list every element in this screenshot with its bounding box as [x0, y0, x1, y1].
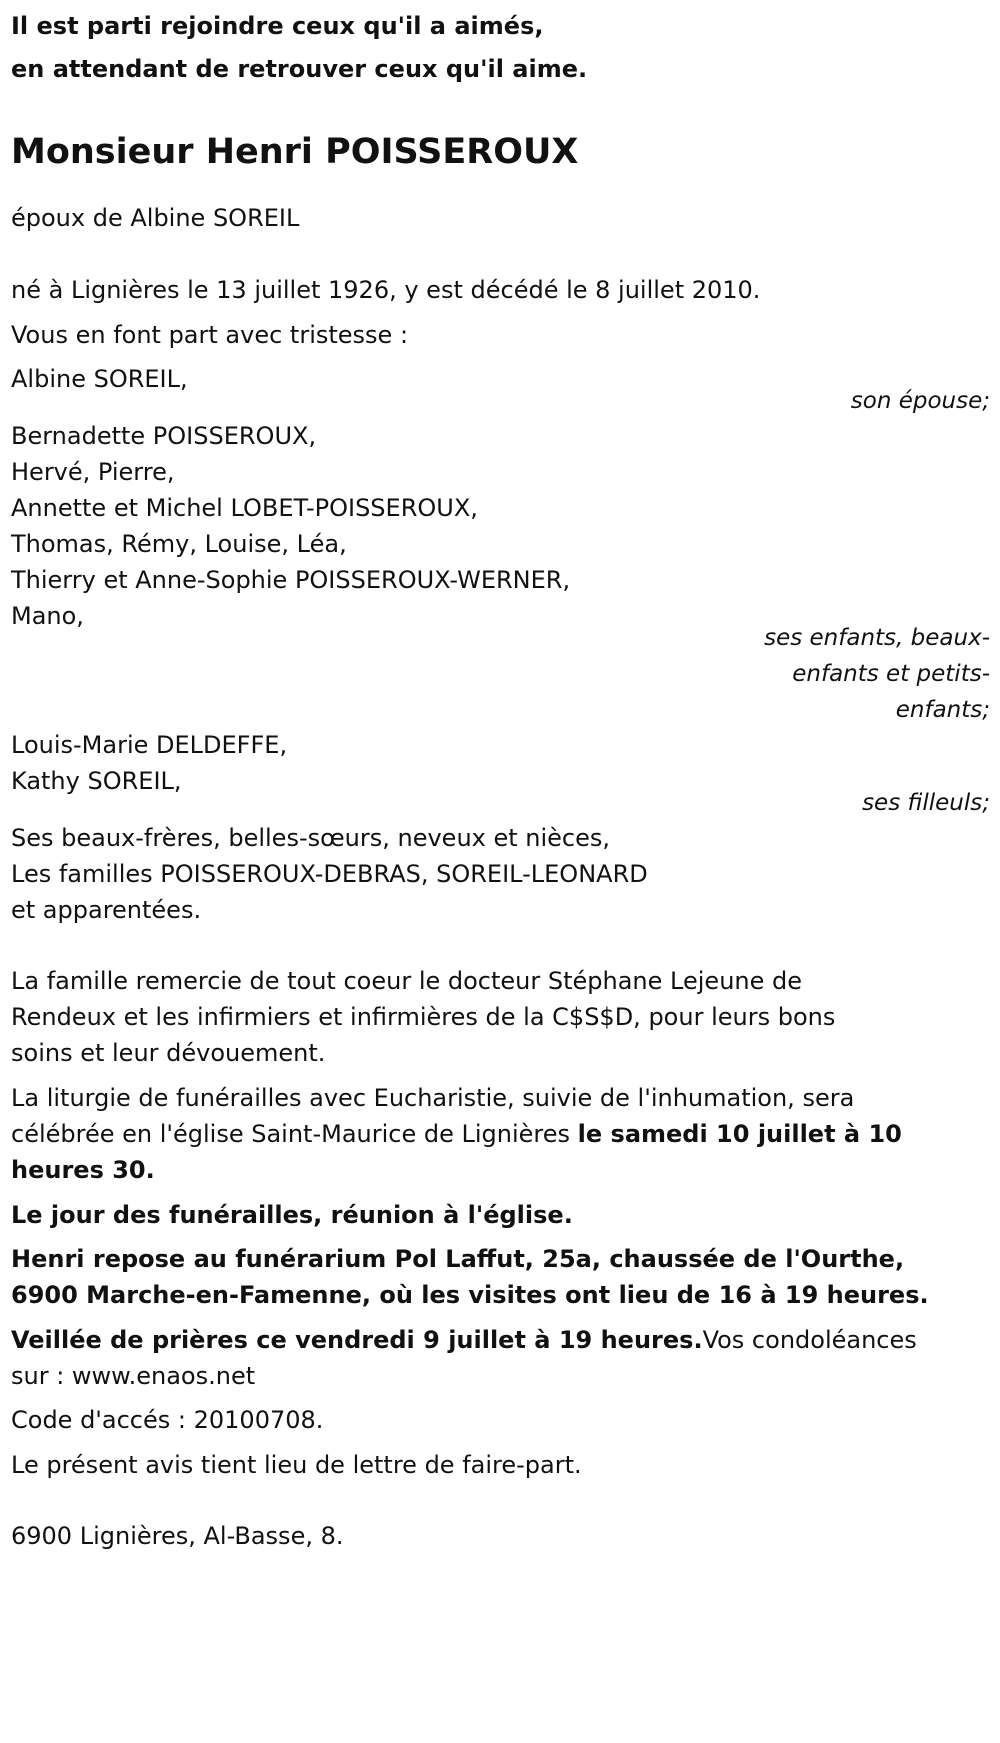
liturgy-line-2	[11, 1116, 902, 1152]
family-name: Louis-Marie DELDEFFE,	[11, 731, 288, 759]
extended-family-line: Ses beaux-frères, belles-sœurs, neveux et nièces,	[11, 824, 611, 852]
meeting-line: Le jour des funérailles, réunion à l'église.	[11, 1201, 573, 1229]
thanks-line: soins et leur dévouement.	[11, 1039, 326, 1067]
family-name: Thierry et Anne-Sophie POISSEROUX-WERNER,	[11, 566, 571, 594]
extended-family-line: et apparentées.	[11, 896, 202, 924]
family-name: Thomas, Rémy, Louise, Léa,	[11, 530, 347, 558]
spouse-line: époux de Albine SOREIL	[11, 204, 300, 232]
family-name: Albine SOREIL,	[11, 365, 188, 393]
funeral-home-line: Henri repose au funérarium Pol Laffut, 25a, chaussée de l'Ourthe,	[11, 1245, 905, 1273]
funeral-home-line: 6900 Marche-en-Famenne, où les visites ont lieu de 16 à 19 heures.	[11, 1281, 929, 1309]
thanks-line: La famille remercie de tout coeur le docteur Stéphane Lejeune de	[11, 967, 803, 995]
deceased-name-title: Monsieur Henri POISSEROUX	[11, 132, 579, 172]
epigraph-line-2: en attendant de retrouver ceux qu'il aime.	[11, 55, 588, 83]
extended-family-line: Les familles POISSEROUX-DEBRAS, SOREIL-LEONARD	[11, 860, 648, 888]
announcement-line: Vous en font part avec tristesse :	[11, 321, 409, 349]
liturgy-time: heures 30.	[11, 1156, 155, 1184]
family-name: Annette et Michel LOBET-POISSEROUX,	[11, 494, 478, 522]
family-address: 6900 Lignières, Al-Basse, 8.	[11, 1522, 344, 1550]
family-name: Bernadette POISSEROUX,	[11, 422, 317, 450]
family-role-spouse: son épouse;	[850, 388, 990, 414]
notice-line: Le présent avis tient lieu de lettre de faire-part.	[11, 1451, 582, 1479]
thanks-line: Rendeux et les infirmiers et infirmières de la C$S$D, pour leurs bons	[11, 1003, 836, 1031]
family-name: Mano,	[11, 602, 84, 630]
vigil-announcement: Veillée de prières ce vendredi 9 juillet à 19 heures.	[11, 1326, 703, 1354]
family-role-children-line-2: enfants et petits-	[792, 661, 990, 687]
epigraph-line-1: Il est parti rejoindre ceux qu'il a aimés,	[11, 12, 544, 40]
condolences-label: Vos condoléances	[702, 1326, 917, 1354]
liturgy-location: célébrée en l'église Saint-Maurice de Lignières	[11, 1120, 578, 1148]
family-role-godchildren: ses filleuls;	[862, 790, 990, 816]
liturgy-date: le samedi 10 juillet à 10	[577, 1120, 902, 1148]
access-code: Code d'accés : 20100708.	[11, 1406, 324, 1434]
birth-death-line: né à Lignières le 13 juillet 1926, y est décédé le 8 juillet 2010.	[11, 276, 761, 304]
family-name: Hervé, Pierre,	[11, 458, 175, 486]
family-role-children-line-3: enfants;	[895, 697, 990, 723]
liturgy-line-1: La liturgie de funérailles avec Eucharistie, suivie de l'inhumation, sera	[11, 1084, 855, 1112]
vigil-line	[11, 1322, 917, 1358]
family-name: Kathy SOREIL,	[11, 767, 182, 795]
condolences-website: sur : www.enaos.net	[11, 1362, 256, 1390]
family-role-children-line-1: ses enfants, beaux-	[764, 625, 990, 651]
